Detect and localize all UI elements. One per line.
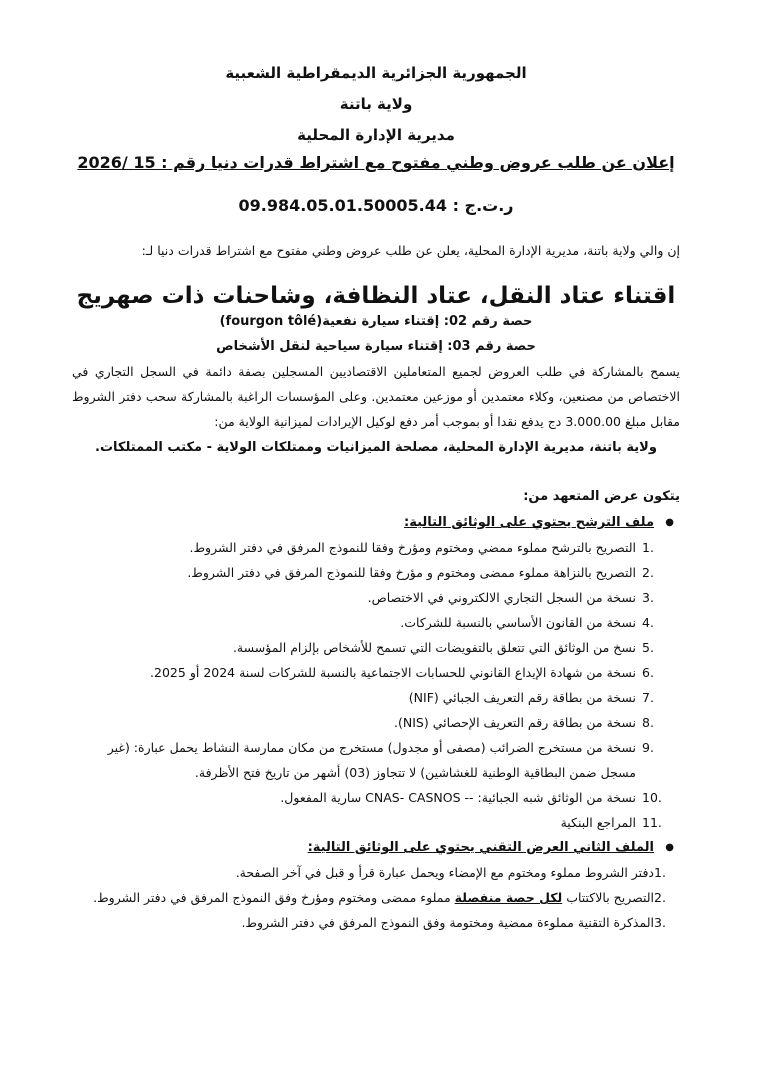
composition-title: يتكون عرض المتعهد من:: [523, 489, 680, 504]
list-item: 9. نسخة من مستخرج الضرائب (مصفى أو مجدول) مستخرج من مكان ممارسة النشاط يحمل عبارة: (غير مسجل ضمن البطاقية الوطنية للغشاشين) لا تتجاوز (03) أشهر من تاريخ فتح الأظرفة.: [107, 740, 654, 780]
list-item: 1. التصريح بالترشح مملوء ممضي ومختوم ومؤرخ وفقا للنموذج المرفق في دفتر الشروط.: [189, 540, 654, 555]
subject-title: اقتناء عتاد النقل، عتاد النظافة، وشاحنات ذات صهريج: [76, 283, 676, 309]
wilaya-title: ولاية باتنة: [339, 95, 413, 113]
list-item: 7. نسخة من بطاقة رقم التعريف الجبائي (NIF): [408, 690, 654, 705]
list-item: 3. المذكرة التقنية مملوءة ممضية ومختومة وفق النموذج المرفق في دفتر الشروط.: [241, 915, 666, 930]
participation-paragraph: يسمح بالمشاركة في طلب العروض لجميع المتعاملين الاقتصاديين المسجلين بصفة دائمة في السجل التجاري في الاختصاص من مصنعين، وكلاء معتمدين أو موزعين معتمدين. وعلى المؤسسات الراغبة بالمشاركة سحب دفتر الشروط مقابل مبلغ 3.000.00 دج يدفع نقدا أو بموجب أمر دفع لوكيل الإيرادات لميزانية الولاية من:: [72, 364, 680, 429]
list-item: 6. نسخة من شهادة الإيداع القانوني للحسابات الاجتماعية بالنسبة للشركات لسنة 2024 أو 2025.: [150, 665, 654, 680]
directorate-title: مديرية الإدارة المحلية: [297, 126, 455, 144]
republic-title: الجمهورية الجزائرية الديمقراطية الشعبية: [225, 64, 527, 82]
list-item: 1. دفتر الشروط مملوء ومختوم مع الإمضاء ويحمل عبارة قرأ و قبل في آخر الصفحة.: [235, 865, 666, 880]
technical-file-heading: ● الملف الثاني العرض التقني يحتوي على الوثائق التالية:: [72, 835, 680, 860]
withdrawal-location: ولاية باتنة، مديرية الإدارة المحلية، مصلحة الميزانيات وممتلكات الولاية - مكتب الممتلكات.: [95, 440, 657, 455]
list-item: 4. نسخة من القانون الأساسي بالنسبة للشركات.: [400, 615, 654, 630]
technical-documents-list: [72, 860, 680, 935]
announcement-title: إعلان عن طلب عروض وطني مفتوح مع اشتراط قدرات دنيا رقم : 15 /2026: [77, 153, 675, 172]
list-item: 5. نسخ من الوثائق التي تتعلق بالتفويضات التي تسمح للأشخاص بإلزام المؤسسة.: [232, 640, 654, 655]
list-item: 3. نسخة من السجل التجاري الالكتروني في الاختصاص.: [367, 590, 654, 605]
list-item: 2. التصريح بالنزاهة مملوء ممضى ومختوم و مؤرخ وفقا للنموذج المرفق في دفتر الشروط.: [187, 565, 654, 580]
lot-02: حصة رقم 02: إقتناء سيارة نفعية(fourgon tôlé): [219, 314, 533, 329]
intro-text: إن والي ولاية باتنة، مديرية الإدارة المحلية، يعلن عن طلب عروض وطني مفتوح مع اشتراط قدرات دنيا لـ:: [141, 243, 680, 258]
candidature-file-heading: ● ملف الترشح يحتوي على الوثائق التالية:: [72, 510, 680, 535]
rc-number-line: [72, 196, 680, 215]
list-item: 10. نسخة من الوثائق شبه الجبائية: -- CNAS- CASNOS سارية المفعول.: [280, 790, 662, 805]
list-item: 11. المراجع البنكية: [560, 815, 662, 830]
separate-lot-emphasis: لكل حصة منفصلة: [454, 890, 563, 905]
rc-label: ر.ت.ج :: [452, 196, 514, 215]
list-item: 8. نسخة من بطاقة رقم التعريف الإحصائي (NIS).: [394, 715, 654, 730]
list-item: 2. التصريح بالاكتتاب لكل حصة منفصلة مملوء ممضى ومختوم ومؤرخ وفق النموذج المرفق في دفتر الشروط.: [93, 890, 666, 905]
rc-number: 09.984.05.01.50005.44: [238, 196, 447, 215]
candidature-documents-list: [72, 535, 680, 835]
lot-03: حصة رقم 03: إقتناء سيارة سياحية لنقل الأشخاص: [216, 339, 536, 354]
